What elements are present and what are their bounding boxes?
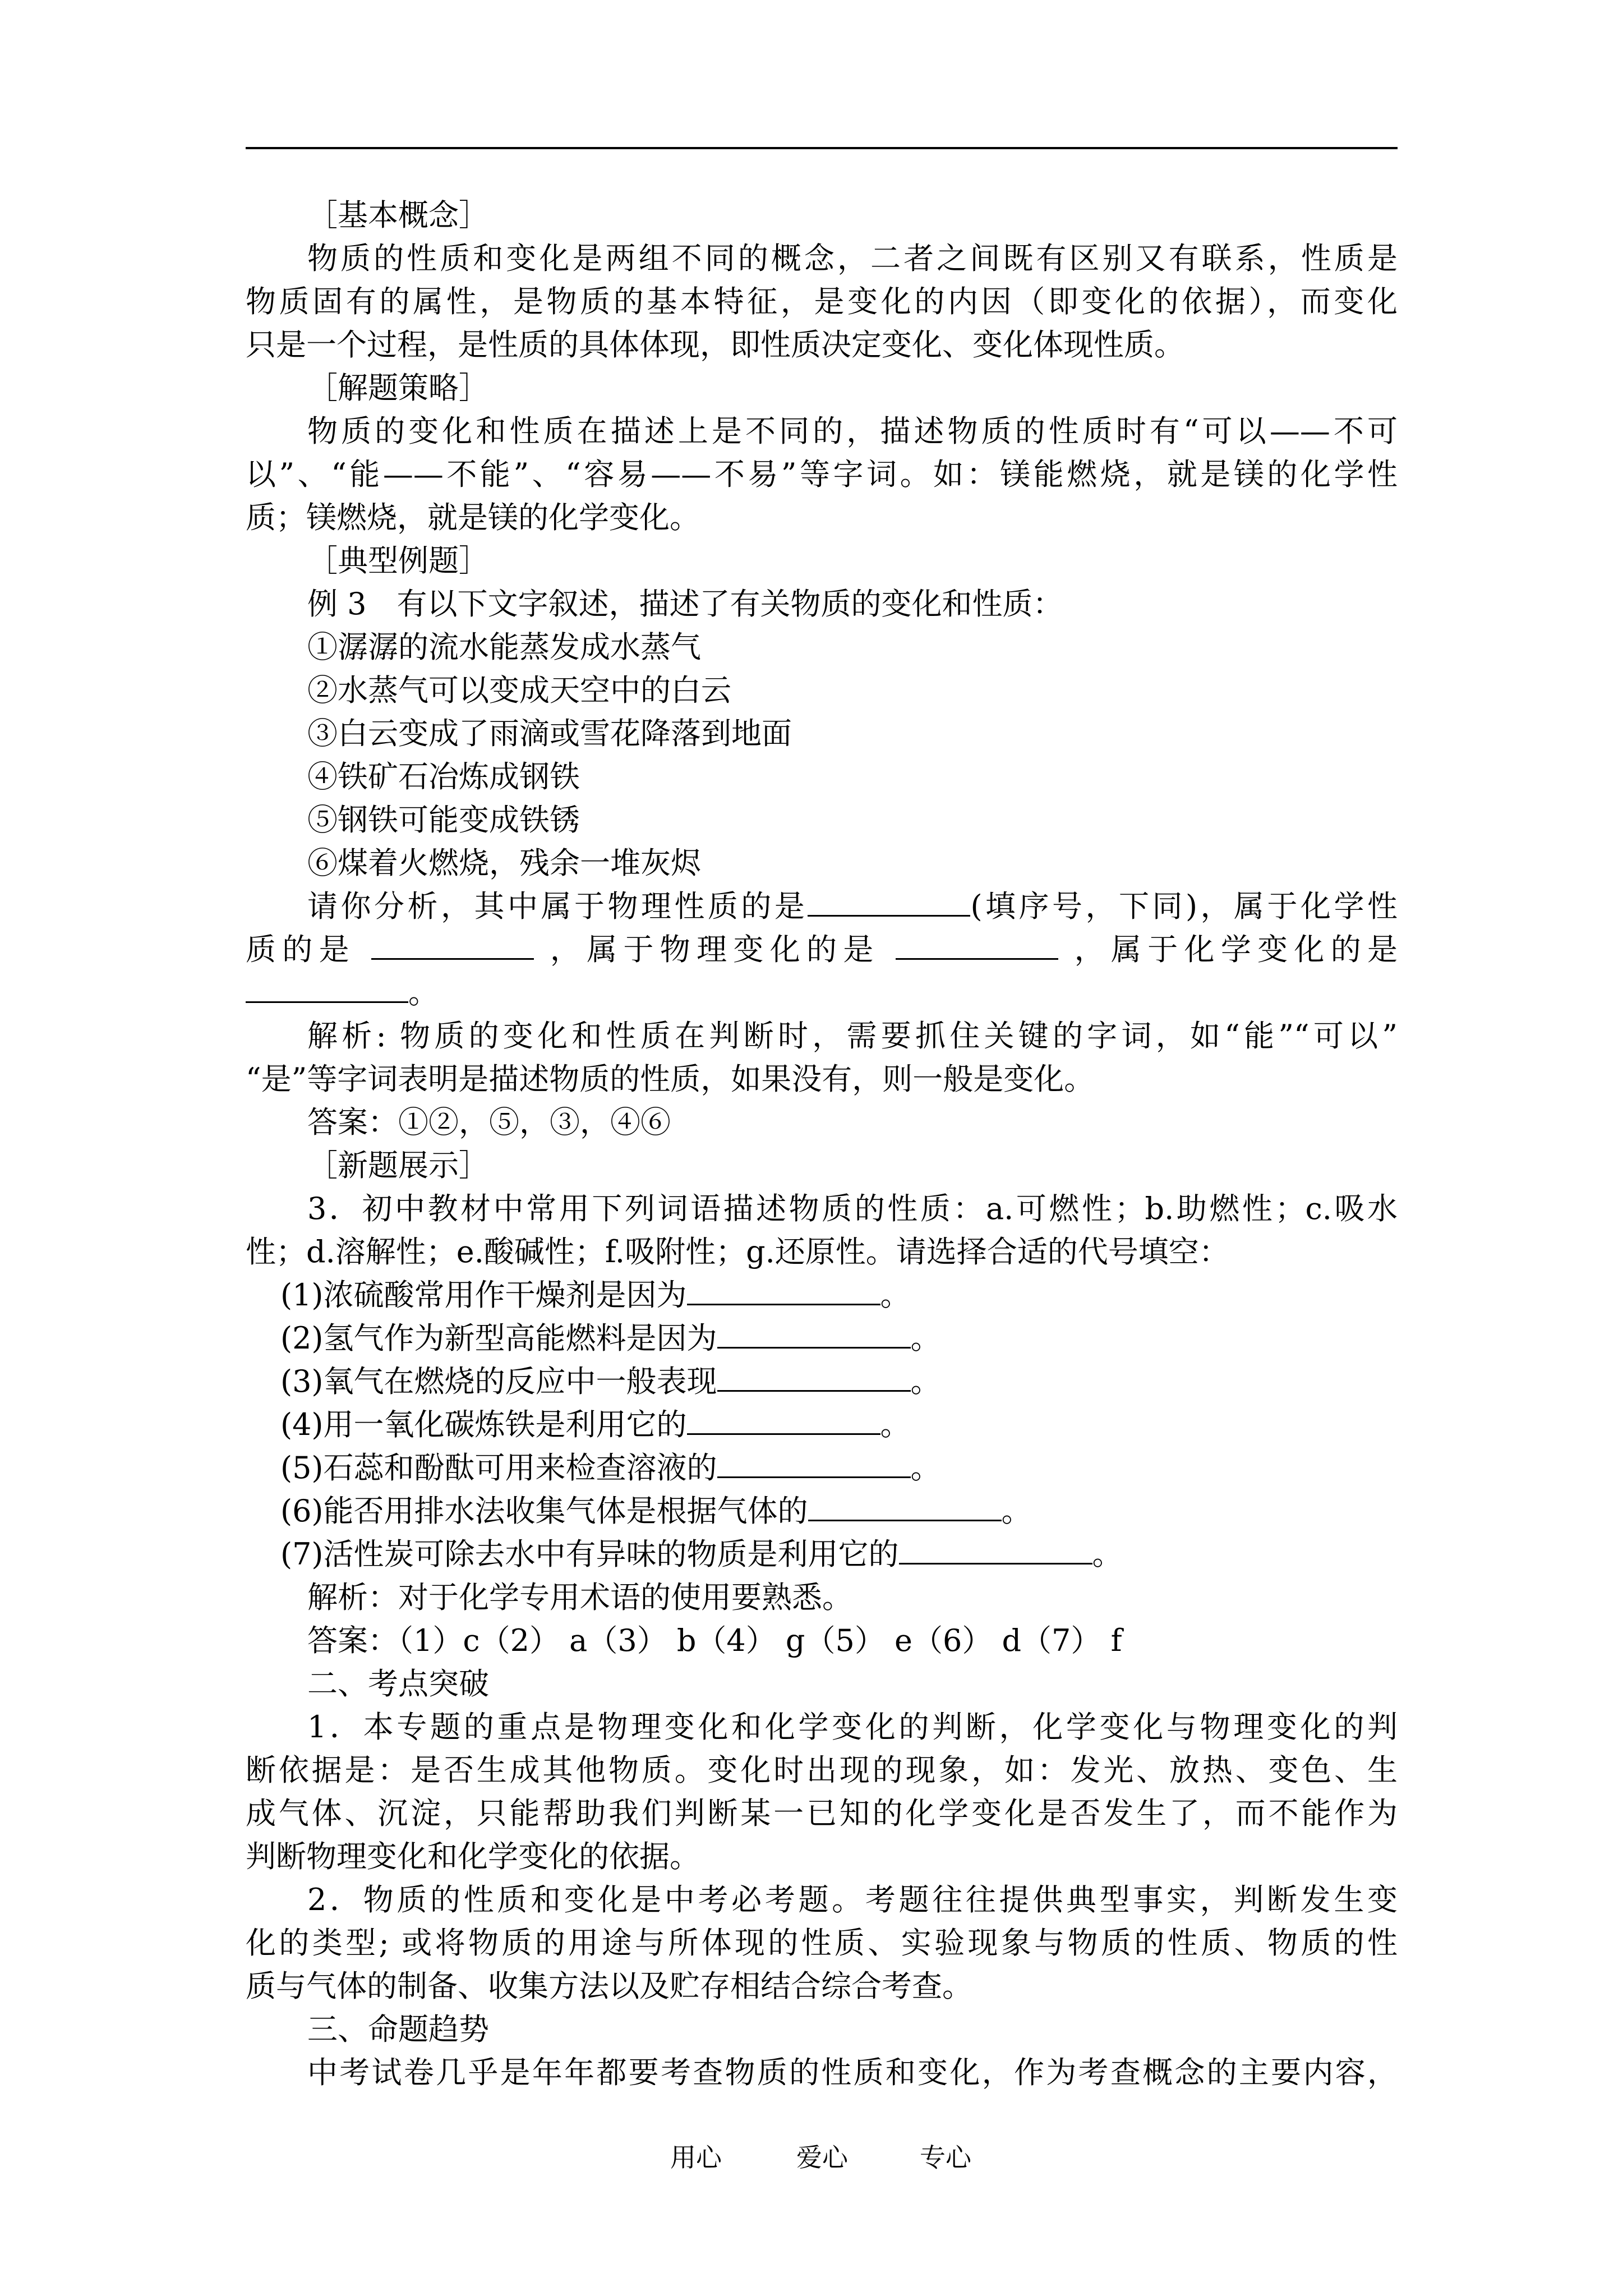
question-text: 请你分析，其中属于物理性质的是 bbox=[307, 889, 808, 924]
example-intro: 例 3 有以下文字叙述，描述了有关物质的变化和性质： bbox=[307, 586, 1063, 622]
fill-item bbox=[246, 1533, 1398, 1576]
fill-item-end: 。 bbox=[1001, 1493, 1032, 1529]
question-intro: 3．初中教材中常用下列词语描述物质的性质：a.可燃性；b.助燃性；c.吸水 bbox=[307, 1191, 1398, 1226]
answer-line: 答案：（1）c（2） a（3） b（4） g（5） e（6） d（7） f bbox=[307, 1623, 1122, 1658]
example-item: ②水蒸气可以变成天空中的白云 bbox=[307, 673, 731, 708]
text-line: 物质的性质和变化是两组不同的概念，二者之间既有区别又有联系，性质是 bbox=[307, 241, 1398, 276]
fill-item bbox=[246, 1446, 1398, 1489]
answer-blank bbox=[896, 931, 1058, 960]
text-line: 只是一个过程，是性质的具体体现，即性质决定变化、变化体现性质。 bbox=[246, 327, 1184, 362]
text-line: 成气体、沉淀，只能帮助我们判断某一已知的化学变化是否发生了，而不能作为 bbox=[246, 1796, 1398, 1831]
example-item: ⑥煤着火燃烧，残余一堆灰烬 bbox=[307, 845, 701, 881]
example-question-line bbox=[246, 971, 1398, 1014]
answer-line: 答案：①②，⑤，③，④⑥ bbox=[307, 1105, 671, 1140]
answer-blank bbox=[808, 888, 970, 917]
example-question-line bbox=[246, 885, 1398, 928]
answer-blank bbox=[717, 1320, 911, 1349]
example-item: ①潺潺的流水能蒸发成水蒸气 bbox=[307, 629, 701, 665]
fill-item-text: (4)用一氧化碳炼铁是利用它的 bbox=[280, 1407, 687, 1442]
fill-item-end: 。 bbox=[880, 1407, 911, 1442]
fill-item bbox=[246, 1273, 1398, 1317]
question-text: 。 bbox=[408, 975, 439, 1010]
footer-text: 专心 bbox=[920, 2142, 971, 2173]
question-intro: 性；d.溶解性；e.酸碱性；f.吸附性；g.还原性。请选择合适的代号填空： bbox=[246, 1234, 1229, 1269]
text-line: 质；镁燃烧，就是镁的化学变化。 bbox=[246, 500, 700, 535]
fill-item bbox=[246, 1360, 1398, 1403]
question-text: (填序号，下同)，属于化学性 bbox=[970, 889, 1398, 924]
fill-item-end: 。 bbox=[910, 1320, 941, 1356]
text-line: 物质的变化和性质在描述上是不同的，描述物质的性质时有“可以——不可 bbox=[307, 413, 1398, 449]
heading-new-questions: ［新题展示］ bbox=[307, 1148, 489, 1183]
text-line: 以”、“能——不能”、“容易——不易”等字词。如：镁能燃烧，就是镁的化学性 bbox=[246, 457, 1398, 492]
fill-item-end: 。 bbox=[1092, 1536, 1123, 1572]
analysis-line: 解析：对于化学专用术语的使用要熟悉。 bbox=[307, 1580, 852, 1615]
heading-example: ［典型例题］ bbox=[307, 543, 489, 578]
text-line: 2．物质的性质和变化是中考必考题。考题往往提供典型事实，判断发生变 bbox=[307, 1882, 1398, 1917]
text-line: 断依据是：是否生成其他物质。变化时出现的现象，如：发光、放热、变色、生 bbox=[246, 1752, 1398, 1788]
answer-blank bbox=[687, 1277, 880, 1305]
fill-item-text: (6)能否用排水法收集气体是根据气体的 bbox=[280, 1493, 808, 1529]
fill-item-text: (2)氢气作为新型高能燃料是因为 bbox=[280, 1320, 717, 1356]
fill-item-text: (7)活性炭可除去水中有异味的物质是利用它的 bbox=[280, 1536, 899, 1572]
question-text: 质的是 bbox=[246, 932, 356, 967]
text-line: 1．本专题的重点是物理变化和化学变化的判断，化学变化与物理变化的判 bbox=[307, 1709, 1398, 1745]
heading-basic-concept: ［基本概念］ bbox=[307, 197, 489, 233]
question-text: ，属于物理变化的是 bbox=[550, 932, 880, 967]
answer-blank bbox=[899, 1536, 1092, 1565]
document-body bbox=[246, 194, 1398, 2094]
example-item: ③白云变成了雨滴或雪花降落到地面 bbox=[307, 716, 792, 751]
text-line: 质与气体的制备、收集方法以及贮存相结合综合考查。 bbox=[246, 1968, 972, 2004]
example-question-line bbox=[246, 928, 1398, 971]
footer-text: 用心 bbox=[670, 2142, 722, 2173]
fill-item-end: 。 bbox=[910, 1450, 941, 1485]
fill-item-end: 。 bbox=[880, 1277, 911, 1313]
text-line: 判断物理变化和化学变化的依据。 bbox=[246, 1839, 700, 1874]
footer-text: 爱心 bbox=[796, 2142, 848, 2173]
answer-blank bbox=[717, 1450, 911, 1478]
answer-blank bbox=[717, 1363, 911, 1392]
example-item: ④铁矿石冶炼成钢铁 bbox=[307, 759, 580, 794]
answer-blank bbox=[371, 931, 534, 960]
analysis-line: “是”等字词表明是描述物质的性质，如果没有，则一般是变化。 bbox=[246, 1061, 1095, 1097]
analysis-line: 解析: 物质的变化和性质在判断时，需要抓住关键的字词，如“能”“可以” bbox=[307, 1018, 1398, 1053]
fill-item-text: (3)氧气在燃烧的反应中一般表现 bbox=[280, 1364, 717, 1399]
header-rule bbox=[246, 147, 1398, 149]
answer-blank bbox=[808, 1493, 1002, 1521]
fill-item bbox=[246, 1403, 1398, 1446]
text-line: 化的类型; 或将物质的用途与所体现的性质、实验现象与物质的性质、物质的性 bbox=[246, 1925, 1398, 1961]
heading-part3: 三、命题趋势 bbox=[307, 2012, 489, 2047]
fill-item bbox=[246, 1489, 1398, 1533]
text-line: 物质固有的属性，是物质的基本特征，是变化的内因（即变化的依据），而变化 bbox=[246, 284, 1398, 319]
heading-part2: 二、考点突破 bbox=[307, 1666, 489, 1701]
example-item: ⑤钢铁可能变成铁锈 bbox=[307, 802, 580, 838]
text-line: 中考试卷几乎是年年都要考查物质的性质和变化，作为考查概念的主要内容， bbox=[307, 2055, 1398, 2090]
question-text: ，属于化学变化的是 bbox=[1074, 932, 1398, 967]
answer-blank bbox=[246, 974, 408, 1003]
fill-item-end: 。 bbox=[910, 1364, 941, 1399]
fill-item-text: (1)浓硫酸常用作干燥剂是因为 bbox=[280, 1277, 687, 1313]
fill-item-text: (5)石蕊和酚酞可用来检查溶液的 bbox=[280, 1450, 717, 1485]
answer-blank bbox=[687, 1406, 880, 1435]
heading-strategy: ［解题策略］ bbox=[307, 370, 489, 406]
fill-item bbox=[246, 1317, 1398, 1360]
